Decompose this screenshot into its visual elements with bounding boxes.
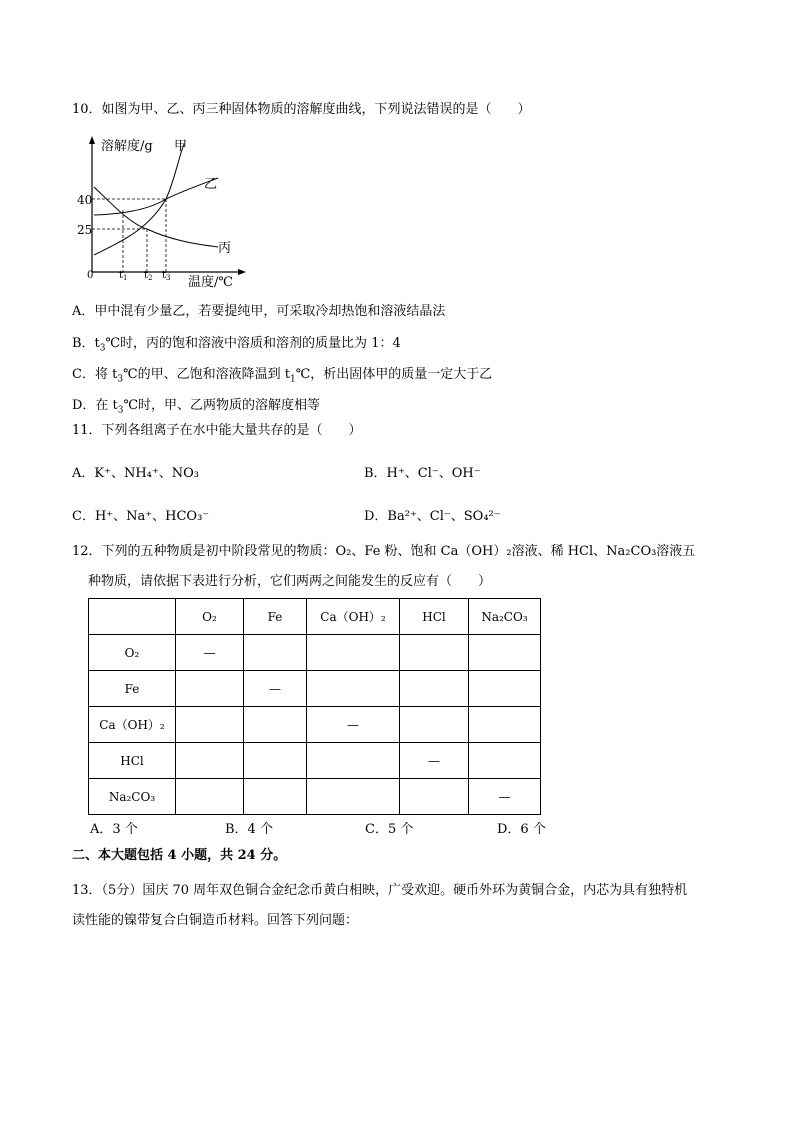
curve-label-jia: 甲 (174, 139, 188, 154)
table-cell: — (469, 779, 541, 815)
table-header: Fe (244, 599, 307, 635)
table-cell (244, 707, 307, 743)
curve-label-yi: 乙 (204, 177, 218, 192)
x-axis-label: 温度/℃ (188, 275, 233, 290)
table-cell: — (176, 635, 244, 671)
table-header (89, 599, 176, 635)
x-tick-t2: $t_2$ (144, 270, 153, 282)
q12-stem-line1: 12．下列的五种物质是初中阶段常见的物质：O₂、Fe 粉、饱和 Ca（OH）₂溶液、稀 HCl、Na₂CO₃溶液五 (72, 544, 696, 559)
table-cell (307, 671, 400, 707)
section-2-heading: 二、本大题包括 4 小题，共 24 分。 (72, 848, 287, 863)
table-cell (176, 707, 244, 743)
table-cell (176, 671, 244, 707)
q13-line2: 读性能的镍带复合白铜造币材料。回答下列问题： (72, 913, 359, 928)
table-cell: Fe (89, 671, 176, 707)
curve-yi (94, 178, 218, 215)
q11-option-c: C．H⁺、Na⁺、HCO₃⁻ (72, 509, 210, 524)
solubility-graph (77, 130, 250, 290)
table-row (89, 671, 541, 707)
q12-option-a: A．3 个 (90, 822, 138, 837)
q10-option-d: D．在 $t_3℃$时，甲、乙两物质的溶解度相等 (72, 398, 321, 416)
table-cell (176, 743, 244, 779)
q13-line1: 13．（5分）国庆 70 周年双色铜合金纪念币黄白相映，广受欢迎。硬币外环为黄铜合金，内芯为具有独特机 (72, 883, 688, 898)
q11-option-b: B．H⁺、Cl⁻、OH⁻ (364, 466, 481, 481)
table-cell (469, 707, 541, 743)
table-cell: — (244, 671, 307, 707)
q12-stem-line2: 种物质，请依据下表进行分析，它们两两之间能发生的反应有（ ） (88, 574, 492, 589)
x-tick-t1: $t_1$ (119, 270, 128, 282)
table-header: Ca（OH）₂ (307, 599, 400, 635)
table-cell: Ca（OH）₂ (89, 707, 176, 743)
q10-option-a: A．甲中混有少量乙，若要提纯甲，可采取冷却热饱和溶液结晶法 (72, 304, 446, 319)
q10-option-c: C．将 $t_3℃$的甲、乙饱和溶液降温到 $t_1℃$，析出固体甲的质量一定大于乙 (72, 367, 493, 385)
y-tick-25: 25 (77, 223, 93, 237)
q10-stem: 10．如图为甲、乙、丙三种固体物质的溶解度曲线，下列说法错误的是（ ） (72, 102, 531, 117)
q11-option-d: D．Ba²⁺、Cl⁻、SO₄²⁻ (364, 509, 501, 524)
table-cell: — (307, 707, 400, 743)
table-cell: O₂ (89, 635, 176, 671)
q10-option-b: B．$t_3℃$时，丙的饱和溶液中溶质和溶剂的质量比为 1：4 (72, 336, 401, 354)
table-cell (307, 779, 400, 815)
x-tick-t3: $t_3$ (162, 270, 171, 282)
table-header: Na₂CO₃ (469, 599, 541, 635)
table-cell: Na₂CO₃ (89, 779, 176, 815)
table-cell (469, 635, 541, 671)
y-axis-label: 溶解度/g (101, 139, 153, 154)
table-cell (400, 635, 469, 671)
table-cell (400, 671, 469, 707)
table-cell (469, 671, 541, 707)
table-cell: — (400, 743, 469, 779)
table-cell (244, 779, 307, 815)
table-header: O₂ (176, 599, 244, 635)
q12-option-d: D．6 个 (497, 822, 546, 837)
table-cell (244, 635, 307, 671)
table-header-row (89, 599, 541, 635)
table-cell (400, 707, 469, 743)
table-row (89, 743, 541, 779)
x-axis-arrow (238, 269, 246, 275)
table-cell (469, 743, 541, 779)
q11-stem: 11．下列各组离子在水中能大量共存的是（ ） (72, 423, 362, 438)
table-cell (400, 779, 469, 815)
table-header: HCl (400, 599, 469, 635)
curve-label-bing: 丙 (218, 241, 232, 256)
y-tick-40: 40 (77, 193, 93, 207)
table-cell: HCl (89, 743, 176, 779)
origin-label: 0 (87, 270, 94, 281)
table-row (89, 635, 541, 671)
table-cell (307, 635, 400, 671)
table-cell (244, 743, 307, 779)
table-cell (307, 743, 400, 779)
table-row (89, 707, 541, 743)
q11-option-a: A．K⁺、NH₄⁺、NO₃ (72, 466, 199, 481)
q12-option-b: B．4 个 (225, 822, 273, 837)
q12-option-c: C．5 个 (365, 822, 414, 837)
table-row (89, 779, 541, 815)
curve-bing (94, 187, 218, 247)
reaction-table (88, 598, 541, 815)
y-axis-arrow (89, 136, 95, 144)
table-cell (176, 779, 244, 815)
